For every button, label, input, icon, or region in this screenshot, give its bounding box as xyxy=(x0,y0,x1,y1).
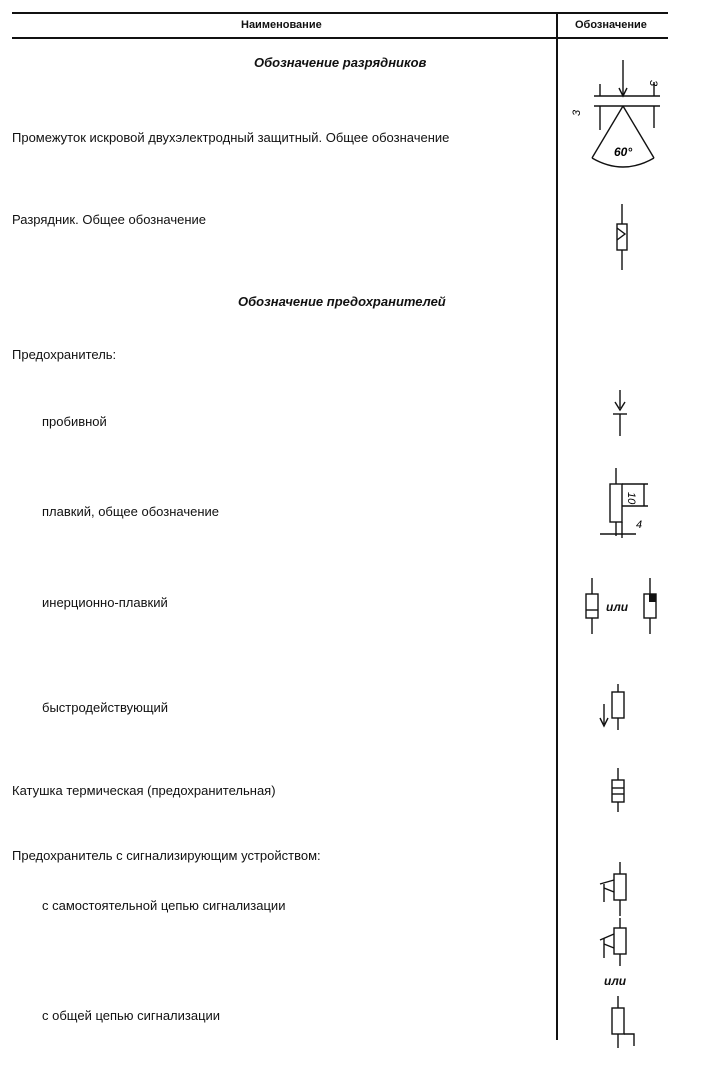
fuse-dim-width: 4 xyxy=(636,519,643,531)
signal-fuse-separate-alt-symbol xyxy=(596,918,632,974)
row-label-arrester: Разрядник. Общее обозначение xyxy=(12,212,207,227)
spark-gap-dim-1: 3 xyxy=(571,109,583,116)
header-top-rule xyxy=(12,12,668,14)
melting-fuse-symbol xyxy=(596,468,656,542)
or-label-inertial: или xyxy=(606,600,629,614)
row-label-separate-signal-circuit: с самостоятельной цепью сигнализации xyxy=(42,898,286,913)
row-label-common-signal-circuit: с общей цепью сигнализации xyxy=(42,1008,221,1023)
row-label-spark-gap: Промежуток искровой двухэлектродный защитный. Общее обозначение xyxy=(12,130,450,145)
fuse-dim-height: 10 xyxy=(625,492,637,505)
row-label-inertial-fuse: инерционно-плавкий xyxy=(42,595,168,610)
fast-fuse-symbol xyxy=(598,684,634,742)
column-divider xyxy=(556,12,558,1040)
header-bottom-rule xyxy=(12,37,668,39)
row-label-breakdown-fuse: пробивной xyxy=(42,414,107,429)
arrester-symbol xyxy=(612,204,632,270)
signal-fuse-separate-symbol xyxy=(596,862,632,918)
inertial-fuse-symbol-b xyxy=(640,578,660,636)
header-name-column: Наименование xyxy=(241,19,322,31)
breakdown-fuse-symbol xyxy=(610,390,630,438)
row-label-thermal-coil: Катушка термическая (предохранительная) xyxy=(12,783,276,798)
header-symbol-column: Обозначение xyxy=(575,19,647,31)
section-title-arresters: Обозначение разрядников xyxy=(254,55,427,70)
row-label-fast-fuse: быстродействующий xyxy=(42,700,169,715)
thermal-coil-symbol xyxy=(608,768,628,814)
signal-fuse-common-symbol xyxy=(608,996,640,1050)
spark-gap-symbol xyxy=(570,58,690,178)
inertial-fuse-symbol-a xyxy=(582,578,602,636)
section-title-fuses: Обозначение предохранителей xyxy=(238,294,446,309)
row-label-fuse-group: Предохранитель: xyxy=(12,347,117,362)
row-label-melting-fuse: плавкий, общее обозначение xyxy=(42,504,220,519)
spark-gap-dim-2: 3 xyxy=(647,80,659,87)
spark-gap-angle: 60° xyxy=(614,145,633,159)
row-label-signal-fuse-group: Предохранитель с сигнализирующим устройством: xyxy=(12,848,321,863)
or-label-signal: или xyxy=(604,974,627,988)
